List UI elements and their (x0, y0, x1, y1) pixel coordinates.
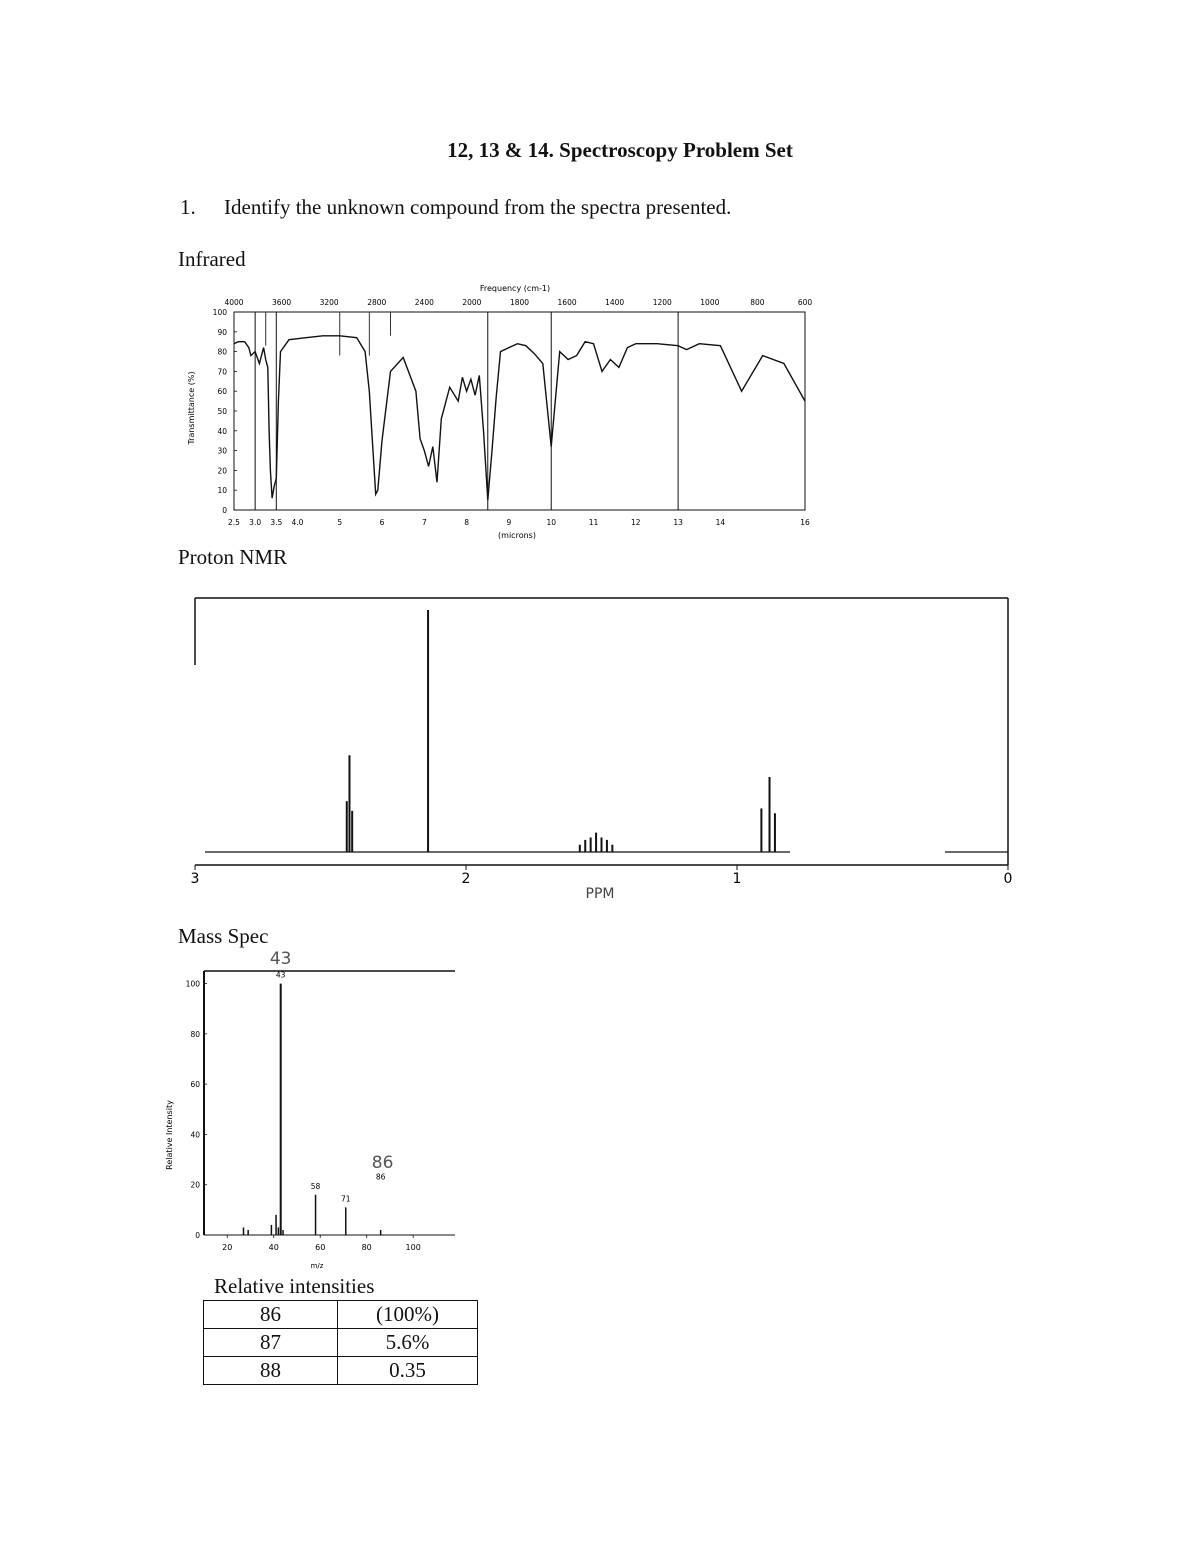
mz-cell: 87 (204, 1329, 338, 1357)
nmr-tick-label: 0 (1003, 871, 1013, 887)
ms-section-label: Mass Spec (178, 924, 269, 948)
ir-spectrum (180, 280, 820, 550)
ms-x-tick-label: 100 (405, 1243, 421, 1252)
ir-bottom-tick-label: 16 (800, 518, 810, 527)
ir-bottom-tick-label: 5 (337, 518, 343, 527)
ms-y-tick-label: 0 (195, 1231, 200, 1240)
ms-peak-label: 71 (340, 1194, 351, 1204)
ms-x-axis-label: m/z (310, 1262, 324, 1270)
ir-y-tick-label: 60 (217, 387, 227, 397)
question-number: 1. (180, 195, 196, 219)
ir-top-tick-label: 600 (797, 298, 813, 307)
ms-y-axis-label: Relative Intensity (165, 1100, 174, 1170)
ms-y-tick-label: 20 (190, 1180, 200, 1190)
question-text: Identify the unknown compound from the spectra presented. (224, 195, 732, 219)
ir-bottom-tick-label: 6 (379, 518, 385, 527)
ir-y-tick-label: 100 (212, 308, 227, 317)
ir-section-label: Infrared (178, 247, 246, 271)
ir-bottom-tick-label: 8 (464, 518, 470, 527)
intensity-cell: 5.6% (338, 1329, 478, 1357)
ms-x-tick-label: 60 (315, 1243, 326, 1252)
ir-y-tick-label: 80 (217, 347, 227, 357)
ir-top-tick-label: 3200 (319, 298, 339, 307)
ir-x-axis-label: (microns) (498, 531, 536, 540)
ir-bottom-tick-label: 9 (506, 518, 512, 527)
ir-y-tick-label: 20 (217, 466, 227, 476)
ms-y-tick-label: 60 (190, 1080, 200, 1090)
ir-top-tick-label: 2800 (367, 298, 387, 307)
ir-bottom-tick-label: 2.5 (228, 518, 240, 527)
ms-handwritten-annotation: 86 (371, 1153, 394, 1173)
mz-cell: 88 (204, 1357, 338, 1385)
ir-bottom-tick-label: 7 (421, 518, 427, 527)
ir-bottom-tick-label: 13 (673, 518, 683, 527)
mz-cell: 86 (204, 1301, 338, 1329)
ir-top-tick-label: 1400 (605, 298, 625, 307)
ir-bottom-tick-label: 4.0 (291, 518, 304, 527)
ms-x-tick-label: 80 (361, 1243, 372, 1252)
ms-y-tick-label: 40 (190, 1130, 200, 1140)
ir-y-tick-label: 50 (217, 407, 227, 416)
ms-y-tick-label: 100 (185, 979, 200, 989)
ir-spectrum-line (234, 336, 805, 500)
ir-bottom-tick-label: 14 (715, 518, 726, 527)
ir-bottom-tick-label: 11 (588, 518, 599, 527)
ir-y-tick-label: 90 (217, 327, 227, 337)
ms-handwritten-annotation: 43 (269, 949, 292, 969)
ms-peak-label: 58 (310, 1181, 321, 1191)
ms-x-tick-label: 20 (222, 1243, 233, 1252)
ir-top-tick-label: 1600 (557, 298, 577, 307)
relative-intensities-title: Relative intensities (214, 1274, 375, 1298)
ir-y-tick-label: 70 (217, 367, 227, 377)
ir-y-axis-label: Transmittance (%) (187, 371, 196, 445)
table-row (204, 1329, 478, 1357)
nmr-tick-label: 1 (732, 871, 742, 887)
ir-top-tick-label: 1000 (700, 298, 720, 307)
ir-top-tick-label: 4000 (224, 298, 244, 307)
ir-top-tick-label: 2400 (414, 298, 434, 307)
ms-y-tick-label: 80 (190, 1029, 200, 1039)
nmr-tick-label: 3 (190, 871, 200, 887)
ms-peak-label: 86 (375, 1172, 386, 1182)
nmr-x-axis-label: PPM (585, 886, 615, 902)
ir-y-tick-label: 30 (217, 446, 227, 456)
ir-top-tick-label: 3600 (272, 298, 292, 307)
ir-top-tick-label: 1200 (652, 298, 672, 307)
ir-top-tick-label: 1800 (509, 298, 530, 307)
mass-spectrum (160, 945, 470, 1275)
ms-peak-label: 43 (275, 970, 286, 980)
ir-bottom-tick-label: 3.5 (270, 518, 283, 527)
ir-top-tick-label: 800 (750, 298, 765, 307)
ir-y-tick-label: 0 (222, 506, 227, 515)
ir-plot-frame (234, 312, 805, 510)
relative-intensities-table (203, 1300, 478, 1385)
ir-top-tick-label: 2000 (462, 298, 482, 307)
ir-bottom-tick-label: 12 (631, 518, 641, 527)
nmr-spectrum (185, 590, 1025, 910)
ir-bottom-tick-label: 10 (546, 518, 556, 527)
nmr-tick-label: 2 (461, 871, 471, 887)
ir-bottom-tick-label: 3.0 (249, 518, 262, 527)
table-row (204, 1357, 478, 1385)
intensity-cell: 0.35 (338, 1357, 478, 1385)
ir-y-tick-label: 10 (217, 486, 227, 496)
ir-y-tick-label: 40 (217, 426, 227, 436)
nmr-section-label: Proton NMR (178, 545, 288, 569)
ms-x-tick-label: 40 (268, 1243, 279, 1252)
intensity-cell: (100%) (338, 1301, 478, 1329)
table-row (204, 1301, 478, 1329)
ir-top-axis-label: Frequency (cm-1) (479, 284, 551, 293)
page-title: 12, 13 & 14. Spectroscopy Problem Set (447, 138, 793, 162)
